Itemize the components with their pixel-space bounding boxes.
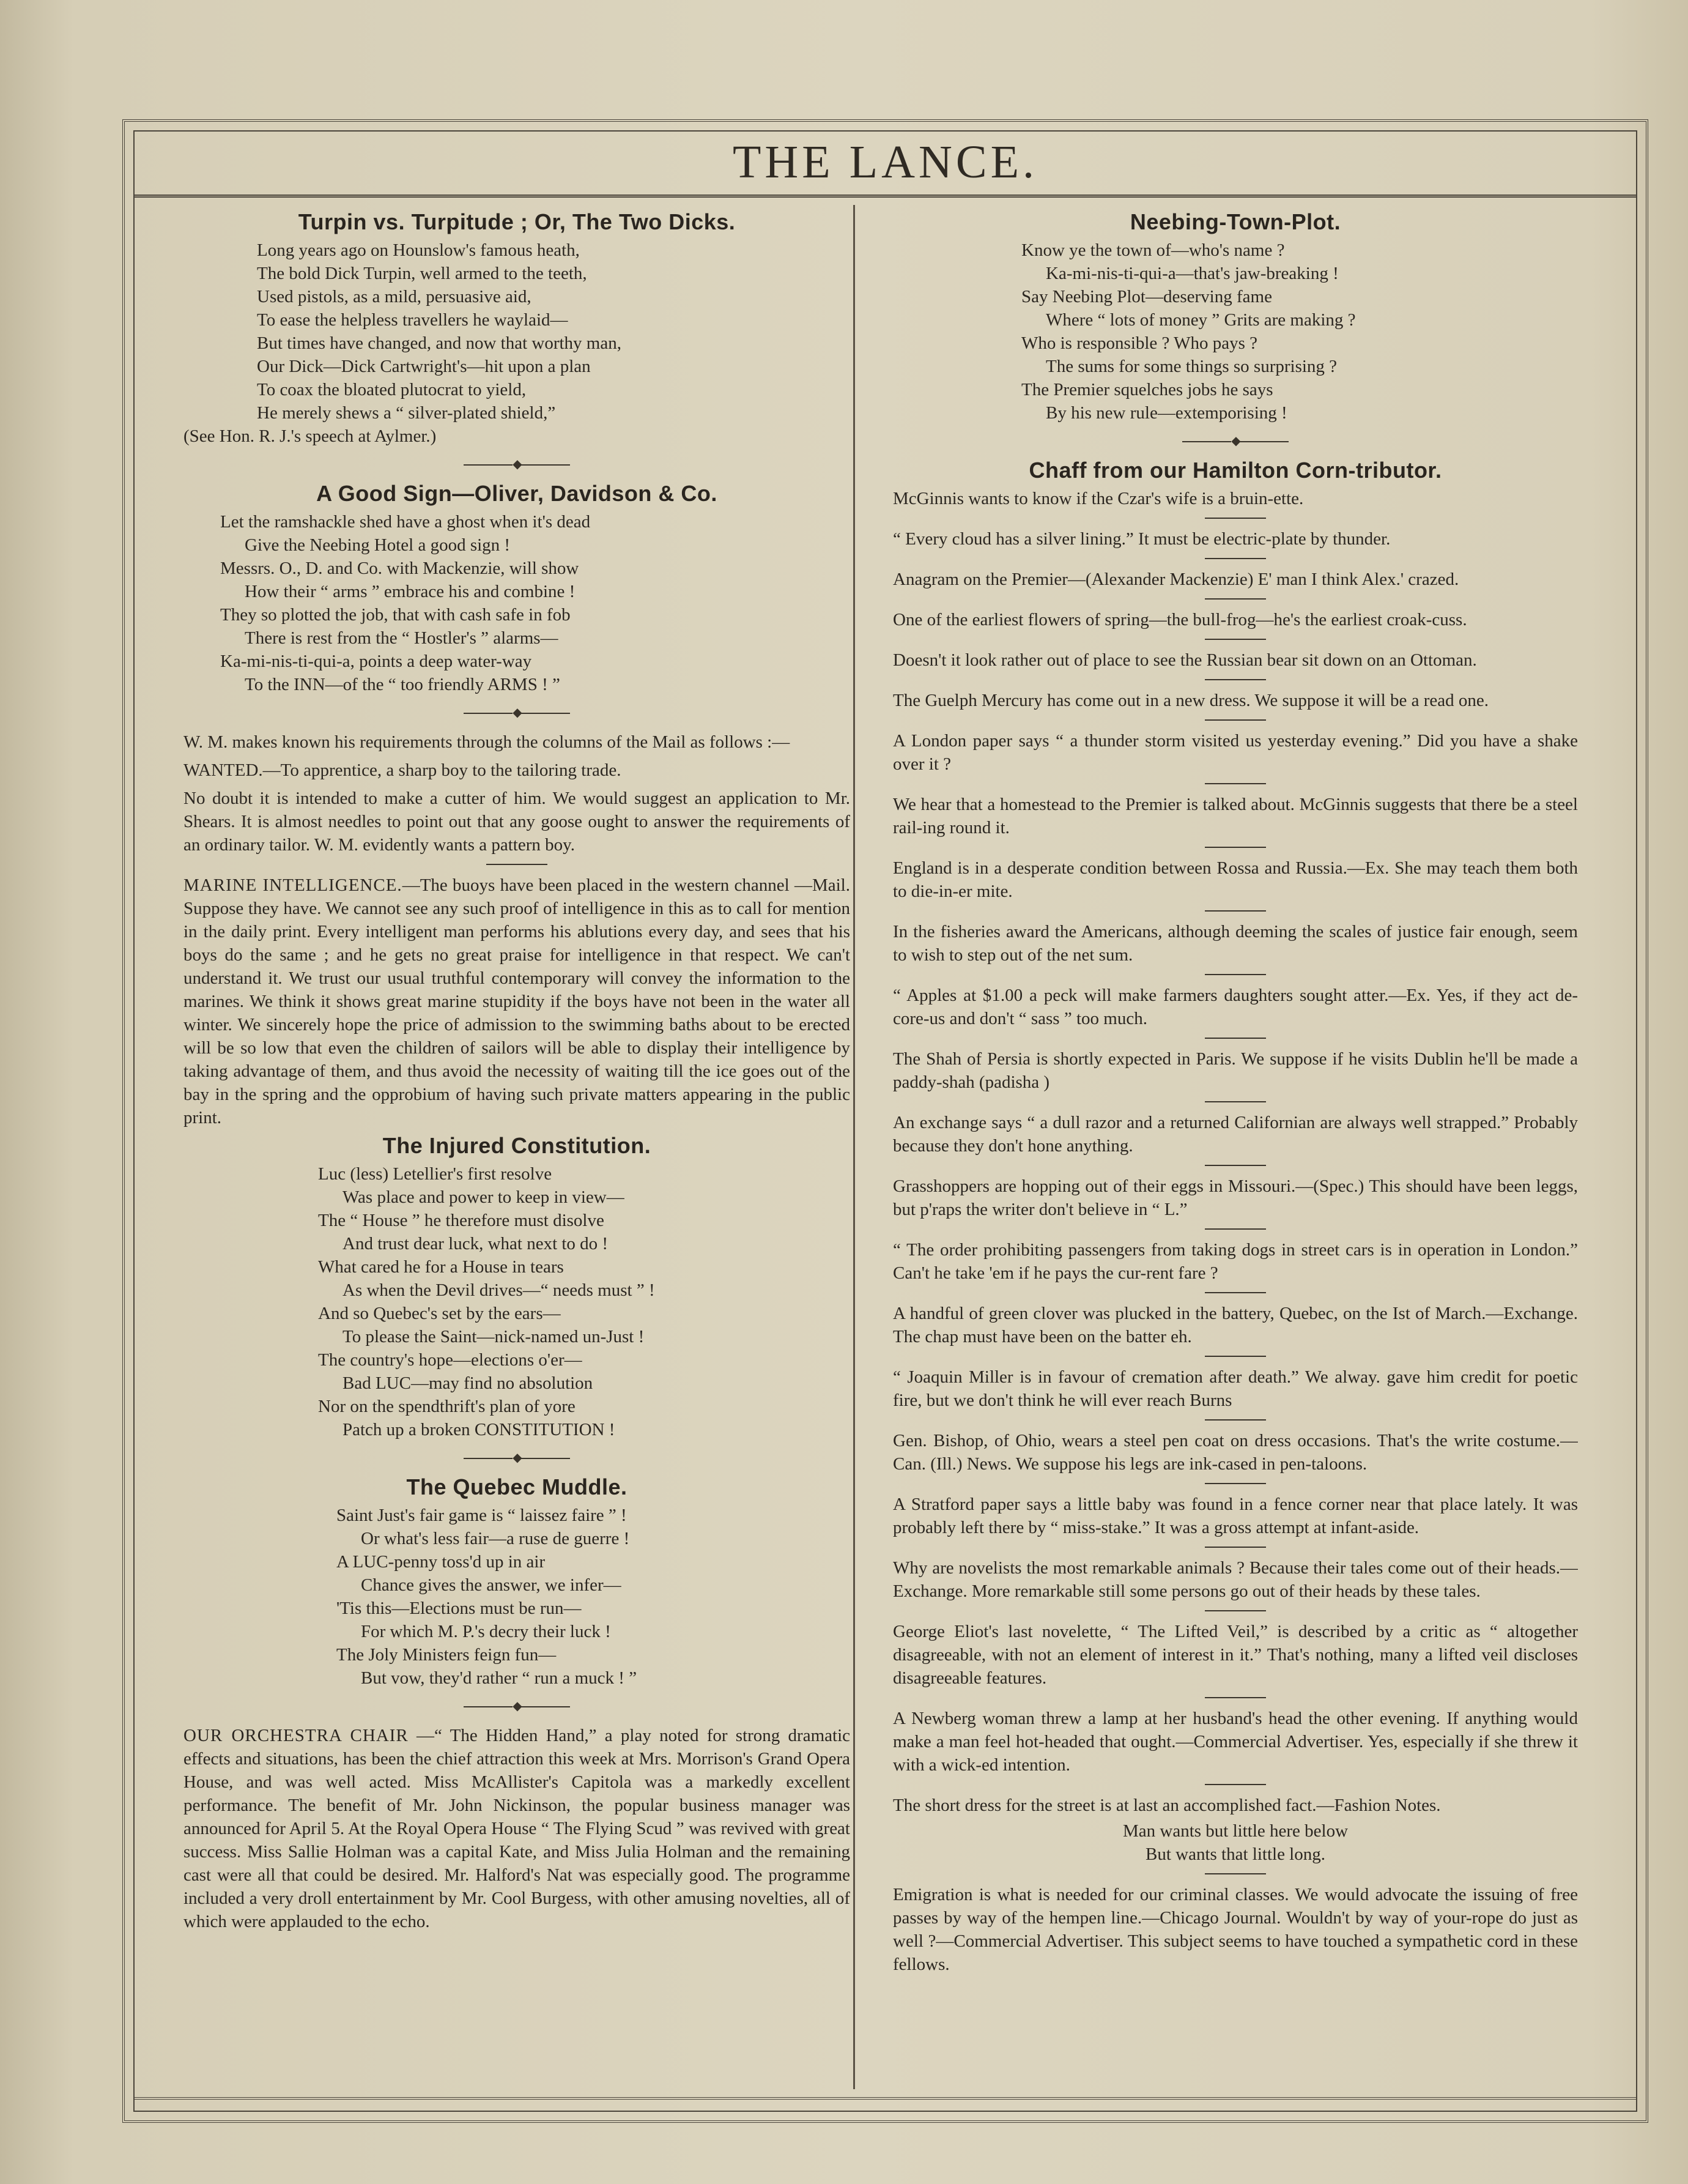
verse-line: Messrs. O., D. and Co. with Mackenzie, will show	[220, 559, 579, 578]
rule-divider	[1205, 679, 1266, 680]
verse-line: The Premier squelches jobs he says	[1021, 380, 1273, 399]
rule-divider	[1205, 1873, 1266, 1874]
rule-divider	[1205, 1697, 1266, 1698]
ornament-divider: ◆	[183, 1446, 850, 1469]
article-title: Neebing-Town-Plot.	[1130, 209, 1341, 234]
rule-divider	[1205, 518, 1266, 519]
verse-line: The “ House ” he therefore must disolve	[318, 1211, 604, 1230]
rule-divider	[1205, 974, 1266, 975]
verse-line: The sums for some things so surprising ?	[1046, 357, 1338, 376]
article-turpin	[183, 210, 850, 448]
rule-divider	[1205, 719, 1266, 721]
verse-line: Was place and power to keep in view—	[342, 1187, 624, 1207]
verse-line: As when the Devil drives—“ needs must ” !	[342, 1280, 655, 1300]
article-title: Turpin vs. Turpitude ; Or, The Two Dicks.	[298, 209, 736, 234]
verse-line: For which M. P.'s decry their luck !	[361, 1622, 611, 1641]
chaff-item: One of the earliest flowers of spring—the bull-frog—he's the earliest croak-cuss.	[893, 610, 1467, 630]
article-title: Chaff from our Hamilton Corn-tributor.	[1029, 458, 1442, 483]
rule-divider	[1205, 1610, 1266, 1611]
verse-line: Ka-mi-nis-ti-qui-a, points a deep water-way	[220, 652, 532, 671]
chaff-item: “ Apples at $1.00 a peck will make farmers daughters sought atter.—Ex. Yes, if they act de-core-us and don't “ sass ” too much.	[893, 986, 1578, 1028]
chaff-item: A Newberg woman threw a lamp at her husband's head the other evening. If anything would make a man feel hot-headed that ought.—Commercial Advertiser. Yes, especially if she threw it with a wick-ed intention.	[893, 1709, 1578, 1775]
verse-line: Ka-mi-nis-ti-qui-a—that's jaw-breaking !	[1046, 264, 1339, 283]
verse-line: Used pistols, as a mild, persuasive aid,	[257, 287, 531, 306]
article-quebec-muddle	[183, 1476, 850, 1690]
verse-line: What cared he for a House in tears	[318, 1257, 564, 1277]
rule-divider	[1205, 1292, 1266, 1293]
verse-line: A LUC-penny toss'd up in air	[336, 1552, 546, 1572]
chaff-item: A handful of green clover was plucked in the battery, Quebec, on the Ist of March.—Exchange. The chap must have been on the batter eh.	[893, 1304, 1578, 1346]
verse-line: How their “ arms ” embrace his and combine !	[245, 582, 576, 601]
verse-note: (See Hon. R. J.'s speech at Aylmer.)	[183, 426, 437, 446]
rule-divider	[1205, 598, 1266, 600]
chaff-item: We hear that a homestead to the Premier is talked about. McGinnis suggests that there be a steel rail-ing round it.	[893, 795, 1578, 838]
ornament-divider: ◆	[183, 701, 850, 724]
article-wm	[183, 730, 850, 856]
verse-line: Who is responsible ? Who pays ?	[1021, 333, 1258, 353]
ornament-divider: ◆	[183, 1695, 850, 1718]
poem-verse	[1021, 239, 1578, 425]
verse-line: Saint Just's fair game is “ laissez faire ” !	[336, 1506, 627, 1525]
chaff-item: Doesn't it look rather out of place to see the Russian bear sit down on an Ottoman.	[893, 650, 1477, 670]
verse-line: Patch up a broken CONSTITUTION !	[342, 1420, 615, 1439]
verse-line: There is rest from the “ Hostler's ” alarms—	[245, 628, 558, 648]
left-column	[183, 208, 850, 2092]
verse-line: Know ye the town of—who's name ?	[1021, 240, 1285, 260]
chaff-item: In the fisheries award the Americans, although deeming the scales of justice fair enough, seem to wish to step out of the net sum.	[893, 922, 1578, 965]
verse-line: The Joly Ministers feign fun—	[336, 1645, 557, 1665]
article-orchestra-chair	[183, 1724, 850, 1933]
chaff-item: Anagram on the Premier—(Alexander Mackenzie) E' man I think Alex.' crazed.	[893, 570, 1459, 589]
chaff-item: Emigration is what is needed for our criminal classes. We would advocate the issuing of free passes by way of the hempen line.—Chicago Journal. Wouldn't by way of your-rope do just as well ?—Commercial Advertiser. This subject seems to have touched a sympathetic cord in these fellows.	[893, 1885, 1578, 1974]
chaff-item: A London paper says “ a thunder storm visited us yesterday evening.” Did you have a shake over it ?	[893, 731, 1578, 774]
paragraph	[183, 1724, 850, 1933]
quote-line: Man wants but little here below	[1122, 1821, 1349, 1841]
ornament-divider: ◆	[183, 453, 850, 476]
verse-line: But times have changed, and now that worthy man,	[257, 333, 621, 353]
masthead-title: THE LANCE.	[732, 136, 1038, 188]
verse-line: Luc (less) Letellier's first resolve	[318, 1164, 552, 1184]
paragraph: WANTED.—To apprentice, a sharp boy to the tailoring trade.	[183, 760, 621, 780]
right-column	[893, 208, 1578, 2092]
verse-line: Chance gives the answer, we infer—	[361, 1575, 621, 1595]
chaff-item: A Stratford paper says a little baby was found in a fence corner near that place lately. It was probably left there by “ miss-stake.” It was a gross attempt at infant-aside.	[893, 1495, 1578, 1537]
article-marine	[183, 874, 850, 1129]
rule-divider	[1205, 1165, 1266, 1166]
chaff-item: George Eliot's last novelette, “ The Lifted Veil,” is described by a critic as “ altogether disagreeable, with not an element of interest in it.” That's nothing, many a lifted veil discloses disagreeable features.	[893, 1622, 1578, 1688]
verse-line: To please the Saint—nick-named un-Just !	[342, 1327, 645, 1346]
chaff-item: McGinnis wants to know if the Czar's wife is a bruin-ette.	[893, 489, 1304, 508]
article-good-sign	[183, 482, 850, 696]
rule-divider	[1205, 1547, 1266, 1548]
verse-line: Say Neebing Plot—deserving fame	[1021, 287, 1272, 306]
ornament-divider: ◆	[893, 429, 1578, 453]
rule-divider	[1205, 558, 1266, 559]
bottom-rule	[135, 2097, 1636, 2100]
poem-verse	[220, 510, 850, 696]
chaff-item: Grasshoppers are hopping out of their eggs in Missouri.—(Spec.) This should have been leggs, but p'raps the writer don't believe in “ L.”	[893, 1176, 1578, 1219]
verse-line: Long years ago on Hounslow's famous heath,	[257, 240, 580, 260]
verse-line: Let the ramshackle shed have a ghost when it's dead	[220, 512, 591, 532]
quote-line: But wants that little long.	[1145, 1844, 1325, 1864]
rule-divider	[1205, 1356, 1266, 1357]
verse-line: The bold Dick Turpin, well armed to the teeth,	[257, 264, 587, 283]
paragraph	[183, 874, 850, 1129]
verse-line: And so Quebec's set by the ears—	[318, 1304, 561, 1323]
chaff-item: The Guelph Mercury has come out in a new dress. We suppose it will be a read one.	[893, 691, 1489, 710]
poem-verse	[318, 1162, 850, 1441]
poem-verse	[183, 239, 850, 448]
paragraph-text: —“ The Hidden Hand,” a play noted for strong dramatic effects and situations, has been the chief attraction this week at Mrs. Morrison's Grand Opera House, and was well acted. Miss McAllister's Capitola was a markedly excellent performance. The benefit of Mr. John Nickinson, the popular business manager was announced for April 5. At the Royal Opera House “ The Flying Scud ” was revived with great success. Miss Sallie Holman was a capital Kate, and Miss Julia Holman and the remaining cast were all that could be desired. Mr. Halford's Nat was especially good. The programme included a very droll entertainment by Mr. Cool Burgess, with other amusing novelties, all of which were applauded to the echo.	[183, 1726, 850, 1931]
chaff-item: England is in a desperate condition between Rossa and Russia.—Ex. She may teach them both to die-in-er mite.	[893, 858, 1578, 901]
rule-divider	[1205, 1483, 1266, 1484]
rule-divider	[1205, 783, 1266, 784]
chaff-item: An exchange says “ a dull razor and a returned Californian are always well strapped.” Probably because they don't hone anything.	[893, 1113, 1578, 1156]
verse-line: But vow, they'd rather “ run a muck ! ”	[361, 1668, 637, 1688]
verse-line: To coax the bloated plutocrat to yield,	[257, 380, 527, 399]
verse-line: By his new rule—extemporising !	[1046, 403, 1287, 423]
verse-line: The country's hope—elections o'er—	[318, 1350, 582, 1370]
chaff-item: The Shah of Persia is shortly expected in Paris. We suppose if he visits Dublin he'll be made a paddy-shah (padisha )	[893, 1049, 1578, 1092]
verse-line: To the INN—of the “ too friendly ARMS ! ”	[245, 675, 560, 694]
lead-in: OUR ORCHESTRA CHAIR	[183, 1726, 409, 1745]
article-title: The Injured Constitution.	[382, 1133, 651, 1158]
verse-line: To ease the helpless travellers he waylaid—	[257, 310, 568, 330]
rule-divider	[486, 864, 547, 865]
fashion-quote	[893, 1819, 1578, 1866]
chaff-item: “ Every cloud has a silver lining.” It must be electric-plate by thunder.	[893, 529, 1391, 549]
article-title: The Quebec Muddle.	[406, 1474, 627, 1499]
paragraph: No doubt it is intended to make a cutter of him. We would suggest an application to Mr. Shears. It is almost needles to point out that any goose ought to answer the requirements of an ordinary tailor. W. M. evidently wants a pattern boy.	[183, 789, 850, 855]
rule-divider	[1205, 1784, 1266, 1785]
article-injured-constitution	[183, 1134, 850, 1441]
rule-divider	[1205, 1419, 1266, 1421]
verse-line: And trust dear luck, what next to do !	[342, 1234, 609, 1254]
poem-verse	[336, 1504, 850, 1690]
column-divider	[853, 205, 855, 2089]
rule-divider	[1205, 910, 1266, 912]
chaff-item: “ Joaquin Miller is in favour of cremation after death.” We alway. gave him credit for poetic fire, but we don't think he will ever reach Burns	[893, 1367, 1578, 1410]
paragraph: W. M. makes known his requirements through the columns of the Mail as follows :—	[183, 732, 790, 752]
chaff-item: Gen. Bishop, of Ohio, wears a steel pen coat on dress occasions. That's the write costume.—Can. (Ill.) News. We suppose his legs are ink-cased in pen-taloons.	[893, 1431, 1578, 1474]
rule-divider	[1205, 639, 1266, 640]
paragraph-text: —The buoys have been placed in the western channel —Mail. Suppose they have. We cannot see any such proof of intelligence in this as to call for mention in the daily print. Every intelligent man performs his ablutions every day, and sees that his boys do the same ; and he gets no great praise for intelligence in that respect. We can't understand it. We trust our usual truthful contemporary will convey the information to the marines. We think it shows great marine stupidity if the boys have not been in the water all winter. We sincerely hope the price of admission to the swimming baths about to be erected will be so low that even the children of sailors will be able to display their intelligence by taking advantage of them, and thus avoid the necessity of waiting till the ice goes out of the bay in the spring and the opprobium of having such private matters appearing in the public print.	[183, 875, 850, 1127]
rule-divider	[1205, 1228, 1266, 1230]
verse-line: Bad LUC—may find no absolution	[342, 1373, 593, 1393]
article-chaff	[893, 459, 1578, 1976]
masthead-rule	[135, 195, 1636, 198]
rule-divider	[1205, 847, 1266, 848]
verse-line: He merely shews a “ silver-plated shield,”	[257, 403, 556, 423]
verse-line: 'Tis this—Elections must be run—	[336, 1599, 582, 1618]
article-title: A Good Sign—Oliver, Davidson & Co.	[316, 481, 717, 506]
verse-line: They so plotted the job, that with cash safe in fob	[220, 605, 571, 625]
verse-line: Give the Neebing Hotel a good sign !	[245, 535, 511, 555]
chaff-item: Why are novelists the most remarkable animals ? Because their tales come out of their heads.—Exchange. More remarkable still some persons go out of their heads by these tales.	[893, 1558, 1578, 1601]
verse-line: Where “ lots of money ” Grits are making ?	[1046, 310, 1356, 330]
rule-divider	[1205, 1038, 1266, 1039]
chaff-item: “ The order prohibiting passengers from taking dogs in street cars is in operation in London.” Can't he take 'em if he pays the cur-rent fare ?	[893, 1240, 1578, 1283]
verse-line: Or what's less fair—a ruse de guerre !	[361, 1529, 630, 1548]
verse-line: Our Dick—Dick Cartwright's—hit upon a plan	[257, 357, 591, 376]
rule-divider	[1205, 1101, 1266, 1102]
article-neebing-town-plot	[893, 210, 1578, 425]
lead-in: MARINE INTELLIGENCE.	[183, 875, 402, 895]
verse-line: Nor on the spendthrift's plan of yore	[318, 1397, 576, 1416]
chaff-item: The short dress for the street is at last an accomplished fact.—Fashion Notes.	[893, 1796, 1441, 1815]
